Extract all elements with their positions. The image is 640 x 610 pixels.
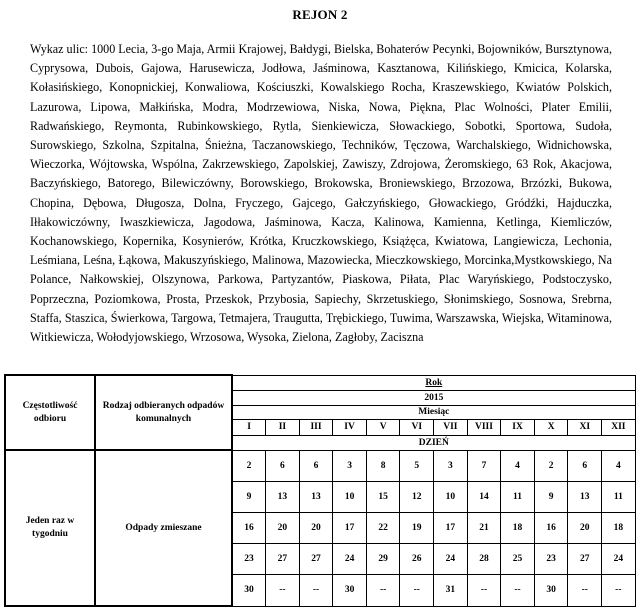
day-cell: 9 [534,481,568,512]
day-cell: 19 [400,513,434,544]
month-header: XI [568,419,602,435]
month-header: II [266,419,300,435]
day-cell: 25 [501,544,535,575]
day-cell: 16 [534,513,568,544]
month-header: IX [501,419,535,435]
day-cell: 30 [333,575,367,606]
day-cell: -- [501,575,535,606]
month-header: III [299,419,333,435]
day-cell: 6 [568,450,602,481]
day-cell: 6 [266,450,300,481]
header-rok: Rok [232,375,635,390]
day-cell: 18 [602,513,636,544]
day-cell: -- [400,575,434,606]
day-cell: 14 [467,481,501,512]
day-cell: 30 [534,575,568,606]
day-cell: -- [299,575,333,606]
day-cell: 15 [366,481,400,512]
day-cell: 11 [602,481,636,512]
day-cell: 13 [299,481,333,512]
day-cell: -- [568,575,602,606]
day-cell: 4 [501,450,535,481]
day-cell: 2 [534,450,568,481]
day-cell: 26 [400,544,434,575]
day-cell: 20 [266,513,300,544]
day-cell: 12 [400,481,434,512]
day-cell: 2 [232,450,266,481]
day-cell: 24 [602,544,636,575]
day-cell: -- [602,575,636,606]
day-cell: 20 [568,513,602,544]
month-header: X [534,419,568,435]
frequency-cell: Jeden raz w tygodniu [5,450,95,606]
header-year: 2015 [232,390,635,405]
day-cell: 11 [501,481,535,512]
day-cell: 18 [501,513,535,544]
table-row [5,450,635,481]
month-header: XII [602,419,636,435]
day-cell: 20 [299,513,333,544]
month-header: V [366,419,400,435]
day-cell: 27 [299,544,333,575]
day-cell: -- [467,575,501,606]
day-cell: 27 [568,544,602,575]
day-cell: 29 [366,544,400,575]
day-cell: 24 [434,544,468,575]
day-cell: 6 [299,450,333,481]
header-waste-type: Rodzaj odbieranych odpadów komunalnych [95,375,232,450]
day-cell: 28 [467,544,501,575]
day-cell: 17 [434,513,468,544]
day-cell: 13 [568,481,602,512]
month-header: IV [333,419,367,435]
month-header: I [232,419,266,435]
day-cell: 24 [333,544,367,575]
waste-type-cell: Odpady zmieszane [95,450,232,606]
day-cell: -- [266,575,300,606]
header-miesiac: Miesiąc [232,405,635,419]
day-cell: -- [366,575,400,606]
day-cell: 10 [333,481,367,512]
day-cell: 3 [434,450,468,481]
day-cell: 31 [434,575,468,606]
day-cell: 23 [232,544,266,575]
month-header: VIII [467,419,501,435]
day-cell: 17 [333,513,367,544]
day-cell: 8 [366,450,400,481]
day-cell: 22 [366,513,400,544]
day-cell: 10 [434,481,468,512]
page-title: REJON 2 [292,7,348,22]
header-frequency: Częstotliwość odbioru [5,375,95,450]
month-header: VI [400,419,434,435]
day-cell: 7 [467,450,501,481]
day-cell: 5 [400,450,434,481]
day-cell: 30 [232,575,266,606]
day-cell: 16 [232,513,266,544]
street-list: Wykaz ulic: 1000 Lecia, 3-go Maja, Armii Krajowej, Bałdygi, Bielska, Bohaterów Pecynki, Bojowników, Bursztynowa, Cyprysowa, Dubois, Gajowa, Harusewicza, Jodłowa, Jaśminowa, Kasztanowa, Kilińskiego, Kmicica, Kolarska, Kołasińskiego, Konopnickiej, Konwaliowa, Kościuszki, Kowalskiego Rocha, Kraszewskiego, Kwiatów Polskich, Lazurowa, Lipowa, Małkińska, Modra, Modrzewiowa, Niska, Nowa, Piękna, Plac Wolności, Plater Emilii, Radwańskiego, Reymonta, Rubinkowskiego, Rytla, Sienkiewicza, Słowackiego, Sobotki, Sportowa, Sudoła, Surowskiego, Szkolna, Szpitalna, Śnieżna, Taczanowskiego, Techników, Tęczowa, Warchalskiego, Widnichowska, Wieczorka, Wójtowska, Wspólna, Zakrzewskiego, Zapolskiej, Zawiszy, Zdrojowa, Żeromskiego, 63 Rok, Akacjowa, Baczyńskiego, Batorego, Bilewiczówny, Borowskiego, Brokowska, Broniewskiego, Brzozowa, Brzózki, Bukowa, Chopina, Dębowa, Długosza, Dolna, Fryczego, Gajcego, Gałczyńskiego, Głowackiego, Gródźki, Hajduczka, Iłłakowiczówny, Iwaszkiewicza, Jagodowa, Jaśminowa, Kacza, Kalinowa, Kamienna, Ketlinga, Kiemliczów, Kochanowskiego, Kopernika, Kosynierów, Krótka, Kruczkowskiego, Książęca, Kwiatowa, Langiewicza, Lechonia, Leśmiana, Leśna, Łąkowa, Makuszyńskiego, Malinowa, Mazowiecka, Mieczkowskiego, Morcinka,Mystkowskiego, Na Polance, Nałkowskiej, Olszynowa, Parkowa, Partyzantów, Piaskowa, Piłata, Plac Waryńskiego, Podstoczysko, Poprzeczna, Poziomkowa, Prosta, Przeskok, Przybosia, Sapiechy, Skrzetuskiego, Słonimskiego, Sosnowa, Srebrna, Staffa, Staszica, Świerkowa, Targowa, Tetmajera, Traugutta, Trębickiego, Tuwima, Warszawska, Wiejska, Witaminowa, Witkiewicza, Wołodyjowskiego, Wrzosowa, Wysoka, Zielona, Zagłoby, Zaciszna [30,42,612,345]
day-cell: 3 [333,450,367,481]
day-cell: 4 [602,450,636,481]
day-cell: 9 [232,481,266,512]
header-dzien: DZIEŃ [232,435,635,450]
collection-schedule-table [4,374,636,607]
month-header: VII [434,419,468,435]
day-cell: 21 [467,513,501,544]
day-cell: 13 [266,481,300,512]
day-cell: 23 [534,544,568,575]
day-cell: 27 [266,544,300,575]
